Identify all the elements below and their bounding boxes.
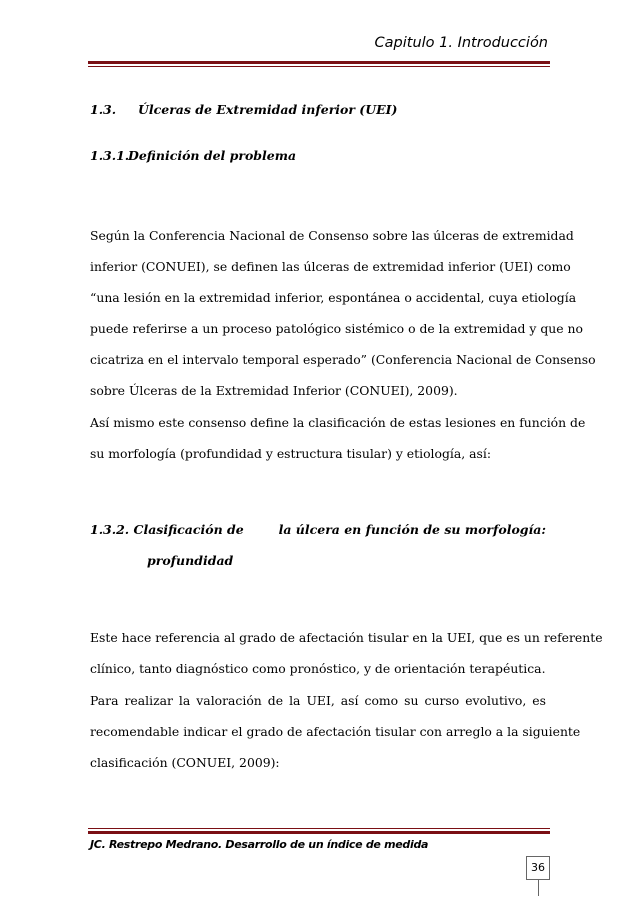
subsection-title-part: Clasificación de [133,522,244,537]
header-rule-thick [88,61,550,64]
paragraph-line: su morfología (profundidad y estructura tisular) y etiología, así: [90,446,492,461]
paragraph-line: clasificación (CONUEI, 2009): [90,755,280,770]
subsection-heading-line [90,514,546,545]
paragraph-assessment [90,685,581,778]
subsection-heading-classification [90,514,546,576]
paragraph-line: clínico, tanto diagnóstico como pronóstico, y de orientación terapéutica. [90,661,546,676]
paragraph-line: puede referirse a un proceso patológico sistémico o de la extremidad y que no [90,321,583,336]
paragraph-line: cicatriza en el intervalo temporal esperado” (Conferencia Nacional de Consenso [90,352,596,367]
subsection-number: 1.3.2. [90,522,130,537]
paragraph-line: Este hace referencia al grado de afectación tisular en la UEI, que es un referente [90,630,603,645]
paragraph-line: Según la Conferencia Nacional de Consenso sobre las úlceras de extremidad [90,228,574,243]
paragraph-classification-intro [90,407,586,469]
footer-rule-thick [88,831,550,834]
running-header-title: Capitulo 1. Introducción [374,35,548,51]
subsection-heading-definition [90,148,296,163]
subsection-title-part: la úlcera en función de su morfología: [278,522,546,537]
footer-rule-thin [88,828,550,829]
paragraph-line: recomendable indicar el grado de afectación tisular con arreglo a la siguiente [90,724,581,739]
subsection-number: 1.3.1. [90,148,130,163]
paragraph-line: Para realizar la valoración de la UEI, así como su curso evolutivo, es [90,693,546,708]
subsection-title-part: profundidad [147,553,234,568]
footer-author-title: JC. Restrepo Medrano. Desarrollo de un índice de medida [90,838,429,851]
page-number: 36 [526,856,550,880]
paragraph-line: “una lesión en la extremidad inferior, espontánea o accidental, cuya etiología [90,290,577,305]
section-title: Úlceras de Extremidad inferior (UEI) [138,102,398,117]
header-rule-thin [88,66,550,67]
paragraph-line: sobre Úlceras de la Extremidad Inferior (CONUEI), 2009). [90,383,458,398]
page-number-tick [538,880,539,896]
paragraph-line: inferior (CONUEI), se definen las úlceras de extremidad inferior (UEI) como [90,259,571,274]
paragraph-line: Así mismo este consenso define la clasificación de estas lesiones en función de [90,415,586,430]
paragraph-definition [90,220,596,406]
subsection-title: Definición del problema [128,148,297,163]
paragraph-reference [90,622,603,684]
section-heading [90,102,397,117]
section-number: 1.3. [90,102,117,117]
